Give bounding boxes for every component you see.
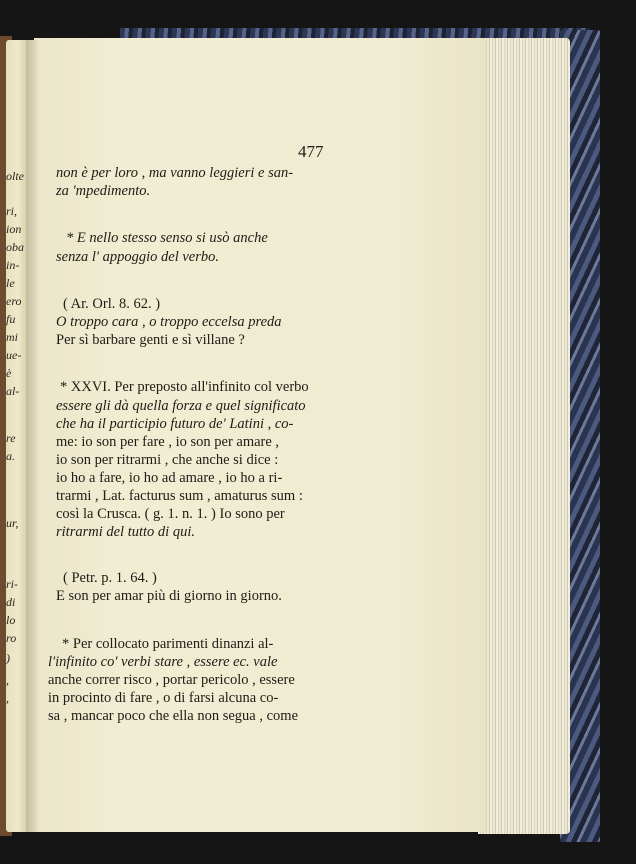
facing-fragment: ro: [6, 631, 17, 645]
text-line: essere gli dà quella forza e quel significato: [56, 398, 306, 414]
facing-fragment: ): [6, 651, 10, 665]
text-line: anche correr risco , portar pericolo , essere: [48, 672, 295, 688]
facing-fragment: fu: [6, 312, 16, 326]
facing-fragment: è: [6, 366, 12, 380]
page-number: 477: [298, 142, 324, 161]
facing-fragment: ri,: [6, 204, 18, 218]
text-line: * E nello stesso senso si usò anche: [66, 230, 268, 246]
verse-line: O troppo cara , o troppo eccelsa preda: [56, 314, 282, 330]
facing-fragment: ur,: [6, 516, 19, 530]
facing-fragment: olte: [6, 169, 24, 183]
text-line: sa , mancar poco che ella non segua , come: [48, 708, 299, 724]
citation-line: ( Petr. p. 1. 64. ): [63, 570, 157, 586]
facing-fragment: al-: [6, 384, 20, 398]
text-line: che ha il participio futuro de' Latini , co-: [56, 416, 294, 432]
text-line: senza l' appoggio del verbo.: [56, 249, 219, 265]
facing-fragment: oba: [6, 240, 24, 254]
facing-fragment: le: [6, 276, 15, 290]
facing-fragment: ion: [6, 222, 22, 236]
facing-fragment: ,: [6, 673, 9, 687]
facing-fragment: ero: [6, 294, 22, 308]
text-line: io ho a fare, io ho ad amare , io ho a ri-: [56, 470, 283, 486]
text-line: za 'mpedimento.: [56, 183, 151, 199]
facing-fragment: ,: [6, 691, 9, 705]
text-line: * Per collocato parimenti dinanzi al-: [62, 636, 274, 652]
facing-fragment: in-: [6, 258, 20, 272]
text-line: io son per ritrarmi , che anche si dice :: [56, 452, 279, 468]
text-line: l'infinito co' verbi stare , essere ec. vale: [48, 654, 278, 670]
facing-fragment: a.: [6, 449, 15, 463]
text-line: non è per loro , ma vanno leggieri e san-: [56, 165, 294, 181]
facing-fragment: mi: [6, 330, 18, 344]
text-line: così la Crusca. ( g. 1. n. 1. ) Io sono per: [56, 506, 285, 522]
facing-fragment: ri-: [6, 577, 18, 591]
citation-line: ( Ar. Orl. 8. 62. ): [63, 296, 161, 312]
text-line: trarmi , Lat. facturus sum , amaturus sum :: [56, 488, 303, 504]
text-line: in procinto di fare , o di farsi alcuna co-: [48, 690, 279, 706]
text-line: ritrarmi del tutto di qui.: [56, 524, 195, 540]
verse-line: Per sì barbare genti e sì villane ?: [56, 332, 245, 348]
facing-fragment: di: [6, 595, 16, 609]
facing-fragment: ue-: [6, 348, 22, 362]
section-heading-line: * XXVI. Per preposto all'infinito col verbo: [60, 379, 309, 395]
text-line: me: io son per fare , io son per amare ,: [56, 434, 280, 450]
facing-fragment: re: [6, 431, 16, 445]
verse-line: E son per amar più di giorno in giorno.: [56, 588, 282, 604]
facing-fragment: lo: [6, 613, 16, 627]
